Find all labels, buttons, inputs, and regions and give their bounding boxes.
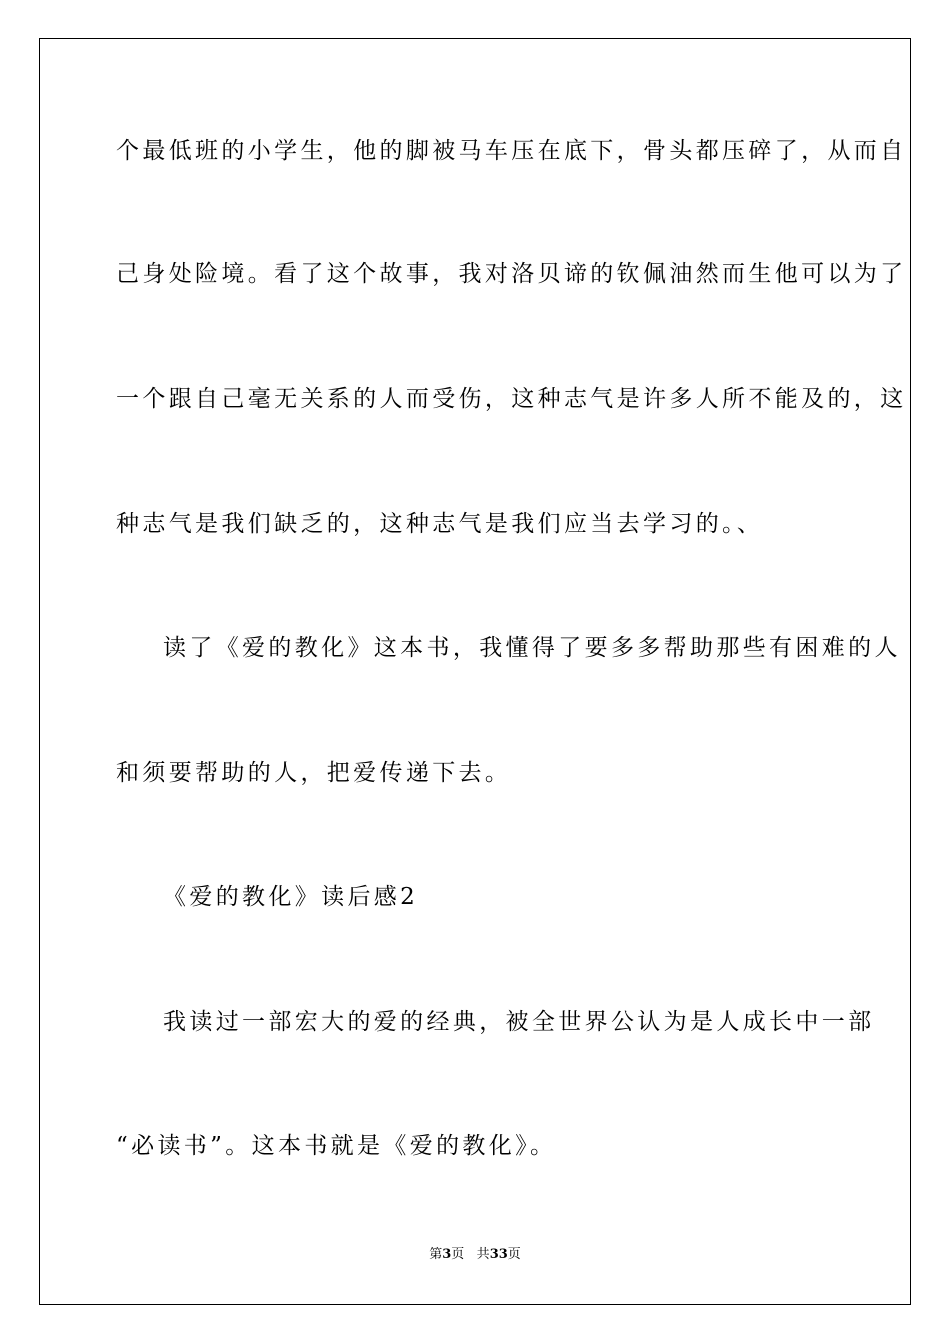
total-suffix: 页: [507, 1247, 521, 1262]
total-prefix: 共: [476, 1247, 490, 1262]
total-pages: 33: [489, 1247, 508, 1262]
page-number: 3: [442, 1247, 452, 1262]
body-line-4: 种志气是我们缺乏的，这种志气是我们应当去学习的。、: [116, 511, 764, 537]
page-border: [39, 38, 911, 1305]
page-suffix: 页: [451, 1247, 465, 1262]
body-line-1: 个最低班的小学生，他的脚被马车压在底下，骨头都压碎了，从而自: [116, 138, 907, 164]
page-footer: [0, 1246, 950, 1264]
body-line-2: 己身处险境。看了这个故事，我对洛贝谛的钦佩油然而生他可以为了: [116, 261, 907, 287]
paragraph-3-line-1: 我读过一部宏大的爱的经典，被全世界公认为是人成长中一部: [163, 1009, 875, 1035]
paragraph-3-line-2: “必读书”。这本书就是《爱的教化》。: [116, 1133, 557, 1159]
section-heading: 《爱的教化》读后感2: [163, 884, 419, 910]
body-line-3: 一个跟自己毫无关系的人而受伤，这种志气是许多人所不能及的，这: [116, 386, 907, 412]
paragraph-2-line-2: 和须要帮助的人，把爱传递下去。: [116, 760, 512, 786]
page-prefix: 第: [429, 1247, 443, 1262]
paragraph-2-line-1: 读了《爱的教化》这本书，我懂得了要多多帮助那些有困难的人: [163, 635, 901, 661]
